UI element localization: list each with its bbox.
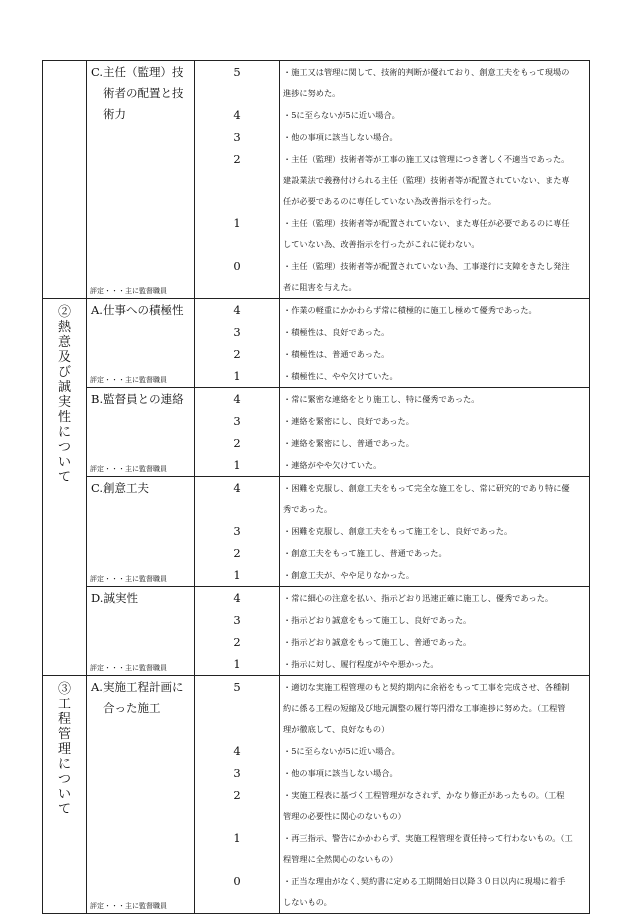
score-row [195,61,589,104]
score-value: 4 [233,744,241,758]
subitem-title-line: B.監督員との連絡 [91,392,184,406]
description-line: ・困難を克服し、創意工夫をもって完全な施工をし、常に研究的であり特に優 [283,483,570,493]
subitem-title-line: C.主任（監理）技 [91,65,184,79]
subitem-title-line: A.仕事への積極性 [91,303,184,317]
score-description [279,785,590,827]
score-description [279,543,590,564]
evaluation-row [43,388,590,477]
evaluation-table [42,60,590,914]
score-divider [279,388,280,476]
description-line: ・実施工程表に基づく工程管理がなされず、かなり修正があったもの。（工程 [283,790,565,800]
subitem-title-line: D.誠実性 [91,591,138,605]
score-value: 2 [233,347,241,361]
score-description-cell [195,61,590,299]
description-line: ・連絡を緊密にし、良好であった。 [283,416,414,426]
score-description [279,62,590,104]
score-row [195,104,589,126]
category-cell [43,299,87,676]
category-cell [43,61,87,299]
score-value: 3 [233,414,241,428]
score-value: 0 [233,259,241,273]
description-line: しないもの。 [283,897,332,907]
score-description [279,256,590,298]
score-value: 3 [233,325,241,339]
description-line: ・連絡がやや欠けていた。 [283,460,382,470]
score-row [195,564,589,586]
evaluator-note: 評定・・・主に監督職員 [90,287,167,295]
description-line: ・作業の軽重にかかわらず常に積極的に施工し極めて優秀であった。 [283,305,537,315]
evaluator-note: 評定・・・主に監督職員 [90,376,167,384]
score-description-cell [195,477,590,587]
score-row [195,870,589,913]
score-description-cell [195,587,590,676]
subitem-title-line: 術者の配置と技 [103,86,184,100]
score-description [279,411,590,432]
description-line: ・常に細心の注意を払い、指示どおり迅速正確に施工し、優秀であった。 [283,593,554,603]
score-value: 1 [233,657,241,671]
score-row [195,477,589,520]
score-value: 3 [233,524,241,538]
score-row [195,410,589,432]
description-line: 理が徹底して、良好なもの） [283,724,390,734]
subitem-title-line: 術力 [103,107,126,121]
score-row [195,126,589,148]
description-line: ・主任（監理）技術者等が配置されていない、また専任が必要であるのに専任 [283,218,570,228]
score-divider [279,477,280,586]
score-row [195,520,589,542]
score-value: 4 [233,591,241,605]
score-description [279,322,590,343]
description-line: ・5に至らないが5に近い場合。 [283,746,400,756]
score-description [279,127,590,148]
description-line: ・積極性は、良好であった。 [283,327,390,337]
score-description [279,763,590,784]
category-cell [43,676,87,914]
score-row [195,676,589,740]
score-divider [279,299,280,387]
evaluator-note: 評定・・・主に監督職員 [90,575,167,583]
description-line: 任が必要であるのに専任していない為改善指示を行った。 [283,196,496,206]
evaluator-note: 評定・・・主に監督職員 [90,465,167,473]
score-row [195,343,589,365]
description-line: ・指示どおり誠意をもって施工し、良好であった。 [283,615,472,625]
description-line: ・常に緊密な連絡をとり施工し、特に優秀であった。 [283,394,480,404]
score-row [195,762,589,784]
subitem-cell [87,477,195,587]
score-description [279,433,590,454]
score-value: 3 [233,613,241,627]
category-label: ②熱意及び誠実性について [57,305,71,485]
description-line: ・創意工夫をもって施工し、普通であった。 [283,548,447,558]
score-value: 4 [233,481,241,495]
score-row [195,454,589,476]
description-line: ・正当な理由がなく､契約書に定める工期開始日以降３０日以内に現場に着手 [283,876,566,886]
score-divider [279,676,280,913]
description-line: ・他の事項に該当しない場合。 [283,768,398,778]
description-line: ・指示どおり誠意をもって施工し、普通であった。 [283,637,472,647]
score-description [279,389,590,410]
score-value: 2 [233,788,241,802]
score-description [279,149,590,212]
subitem-cell [87,587,195,676]
score-row [195,255,589,298]
description-line: ・主任（監理）技術者等が配置されていない為、工事遂行に支障をきたし発注 [283,261,570,271]
description-line: 者に阻害を与えた。 [283,282,357,292]
description-line: ・再三指示、警告にかかわらず、実施工程管理を責任持って行わないもの。（工 [283,833,573,843]
score-description [279,366,590,387]
score-description [279,455,590,476]
score-row [195,365,589,387]
evaluation-row [43,676,590,914]
description-line: ・主任（監理）技術者等が工事の施工又は管理につき著しく不適当であった。 [283,154,570,164]
score-description [279,610,590,631]
score-divider [279,61,280,298]
description-line: ・積極性に、やや欠けていた。 [283,371,398,381]
score-divider [279,587,280,675]
description-line: 程管理に全然関心のないもの） [283,854,398,864]
evaluation-row [43,299,590,388]
category-label: ③工程管理について [57,682,71,817]
score-row [195,388,589,410]
score-row [195,321,589,343]
subitem-title-line: 合った施工 [103,701,161,715]
score-value: 5 [233,680,241,694]
score-row [195,631,589,653]
description-line: ・適切な実施工程管理のもと契約期内に余裕をもって工事を完成させ、各種制 [283,682,570,692]
score-row [195,653,589,675]
description-line: ・連絡を緊密にし、普通であった。 [283,438,414,448]
score-description-cell [195,676,590,914]
score-value: 1 [233,216,241,230]
description-line: ・困難を克服し、創意工夫をもって施工をし、良好であった。 [283,526,513,536]
score-value: 4 [233,303,241,317]
description-line: 管理の必要性に関心のないもの） [283,811,406,821]
score-description [279,213,590,255]
score-description [279,677,590,740]
score-value: 1 [233,369,241,383]
score-description [279,300,590,321]
evaluation-row [43,587,590,676]
score-value: 2 [233,436,241,450]
score-description [279,521,590,542]
score-row [195,212,589,255]
description-line: ・積極性は、普通であった。 [283,349,390,359]
evaluation-row [43,61,590,299]
score-description [279,588,590,609]
score-description [279,741,590,762]
description-line: ・他の事項に該当しない場合。 [283,132,398,142]
evaluation-row [43,477,590,587]
evaluator-note: 評定・・・主に監督職員 [90,902,167,910]
description-line: 約に係る工程の短縮及び地元調整の履行等円滑な工事進捗に努めた。（工程管 [283,703,566,713]
subitem-title-line: A.実施工程計画に [91,680,184,694]
subitem-cell [87,61,195,299]
score-value: 2 [233,635,241,649]
score-description-cell [195,388,590,477]
description-line: ・創意工夫が、やや足りなかった。 [283,570,415,580]
score-value: 3 [233,766,241,780]
description-line: 秀であった。 [283,504,333,514]
subitem-cell [87,388,195,477]
score-description [279,871,590,913]
score-value: 2 [233,546,241,560]
score-row [195,587,589,609]
description-line: 建設業法で義務付けられる主任（監理）技術者等が配置されていない、また専 [283,175,570,185]
score-row [195,609,589,631]
score-description [279,478,590,520]
score-description [279,565,590,586]
description-line: ・施工又は管理に関して、技術的判断が優れており、創意工夫をもって現場の [283,67,570,77]
score-row [195,827,589,870]
score-row [195,148,589,212]
description-line: ・指示に対し、履行程度がやや悪かった。 [283,659,439,669]
score-row [195,740,589,762]
score-value: 1 [233,831,241,845]
score-description [279,654,590,675]
score-description [279,344,590,365]
subitem-cell [87,676,195,914]
description-line: していない為、改善指示を行ったがこれに従わない。 [283,239,480,249]
description-line: ・5に至らないが5に近い場合。 [283,110,400,120]
score-description [279,828,590,870]
score-value: 1 [233,568,241,582]
subitem-title-line: C.創意工夫 [91,481,150,495]
score-value: 2 [233,152,241,166]
score-value: 3 [233,130,241,144]
score-value: 5 [233,65,241,79]
score-value: 1 [233,458,241,472]
evaluator-note: 評定・・・主に監督職員 [90,664,167,672]
score-row [195,432,589,454]
score-row [195,299,589,321]
score-description [279,632,590,653]
score-row [195,784,589,827]
score-value: 4 [233,392,241,406]
score-row [195,542,589,564]
score-description [279,105,590,126]
score-value: 0 [233,874,241,888]
subitem-cell [87,299,195,388]
score-value: 4 [233,108,241,122]
description-line: 進捗に努めた。 [283,88,341,98]
score-description-cell [195,299,590,388]
